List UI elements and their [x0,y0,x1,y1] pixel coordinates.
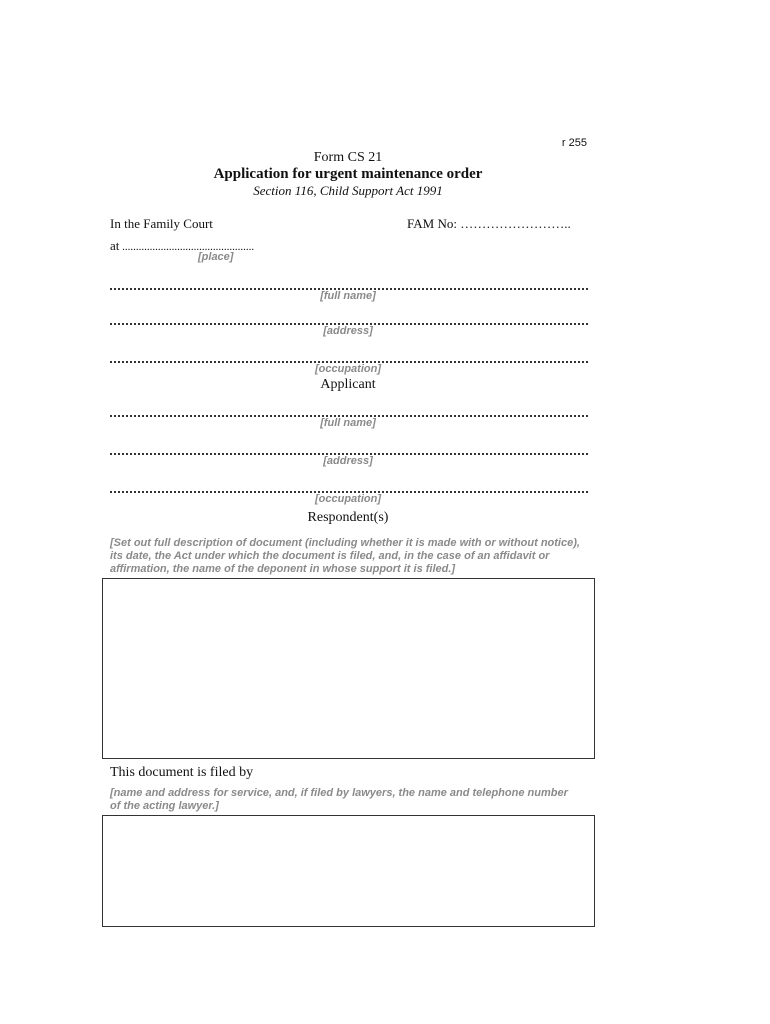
filed-by-instructions: [name and address for service, and, if filed by lawyers, the name and telephone number of the acting lawyer.] [110,787,568,812]
fam-number-label: FAM No: [407,216,457,231]
respondent-occupation-hint: [occupation] [315,493,381,505]
place-hint: [place] [198,251,234,263]
applicant-address-hint: [address] [323,325,373,337]
respondent-full-name-hint: [full name] [320,417,376,429]
applicant-occupation-hint: [occupation] [315,363,381,375]
respondent-label: Respondent(s) [307,510,389,525]
statute-reference: Section 116, Child Support Act 1991 [253,183,443,198]
court-label: In the Family Court [110,216,213,231]
fam-number-dots: …………………….. [460,216,571,231]
applicant-label: Applicant [320,377,376,392]
applicant-full-name-hint: [full name] [320,290,376,302]
document-description-box[interactable] [102,578,595,759]
fam-number-field[interactable] [407,216,588,232]
place-at-label: at [110,238,120,253]
respondent-address-hint: [address] [323,455,373,467]
rule-reference: r 255 [561,137,587,149]
form-number: Form CS 21 [313,150,383,165]
document-description-instructions: [Set out full description of document (including whether it is made with or without notice), its date, the Act under which the document is filed, and, in the case of an affidavit or affirmation, the name of the deponent in whose support it is filed.] [110,537,580,575]
filed-by-box[interactable] [102,815,595,927]
place-dots: ................................................ [122,241,255,253]
form-title: Application for urgent maintenance order [213,166,483,182]
filed-by-label: This document is filed by [110,765,254,780]
